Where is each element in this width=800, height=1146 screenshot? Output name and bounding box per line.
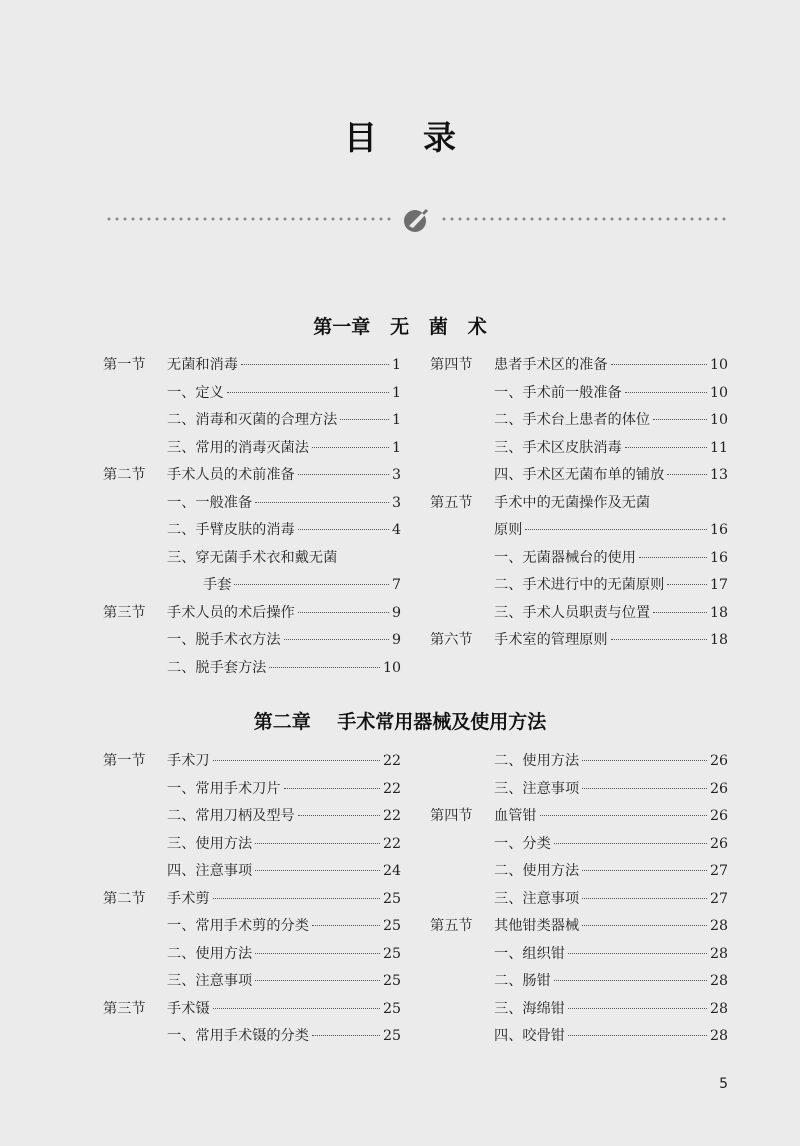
- toc-subsection-entry: [103, 803, 401, 831]
- page-ref: 18: [709, 632, 728, 648]
- toc-subsection-entry: [430, 996, 728, 1024]
- toc-subsection-entry: [103, 545, 401, 573]
- dotted-rule-left: [105, 217, 395, 221]
- entry-title: 手术人员的术后操作: [167, 604, 295, 621]
- entry-title: 原则: [494, 522, 523, 538]
- entry-title: 三、注意事项: [167, 973, 253, 989]
- page-ref: 27: [709, 863, 728, 879]
- entry-title: 一、定义: [167, 384, 224, 401]
- dot-leader: [340, 419, 389, 420]
- page-ref: 28: [709, 918, 728, 934]
- dot-leader: [582, 870, 707, 871]
- page-ref: 1: [391, 384, 401, 401]
- page-ref: 1: [391, 412, 401, 428]
- dot-leader: [625, 447, 707, 448]
- dot-leader: [540, 815, 707, 816]
- toc-section-entry: [103, 600, 401, 628]
- toc-section-entry: [103, 996, 401, 1024]
- entry-title: 一、分类: [494, 835, 551, 852]
- toc-subsection-entry: [430, 1023, 728, 1051]
- dot-leader: [582, 788, 707, 789]
- page-ref: 22: [382, 753, 401, 769]
- dot-leader: [298, 815, 380, 816]
- toc-subsection-entry: [430, 748, 728, 776]
- dot-leader: [227, 392, 389, 393]
- page-ref: 26: [709, 780, 728, 797]
- entry-title: 三、海绵钳: [494, 1000, 565, 1017]
- entry-title: 三、手术人员职责与位置: [494, 604, 651, 621]
- toc-subsection-entry: [103, 407, 401, 435]
- toc-subsection-entry: [430, 517, 728, 545]
- toc-subsection-entry: [430, 545, 728, 573]
- toc-subsection-entry: [103, 627, 401, 655]
- dot-leader: [568, 1035, 707, 1036]
- entry-title: 患者手术区的准备: [494, 357, 608, 373]
- chapter-title: 第一章 无 菌 术: [313, 316, 487, 338]
- entry-title: 一、常用手术剪的分类: [167, 918, 309, 934]
- section-number: 第一节: [103, 753, 146, 769]
- entry-title: 二、使用方法: [494, 753, 580, 769]
- entry-title: 无菌和消毒: [167, 357, 238, 373]
- entry-title: 二、手臂皮肤的消毒: [167, 522, 295, 538]
- toc-subsection-entry: [103, 1023, 401, 1051]
- dot-leader: [625, 392, 707, 393]
- dot-leader: [568, 953, 707, 954]
- page-ref: 10: [709, 357, 728, 373]
- toc-section-entry: [430, 627, 728, 655]
- page-ref: 28: [709, 945, 728, 962]
- dot-leader: [525, 529, 707, 530]
- section-number: 第三节: [103, 604, 146, 621]
- entry-title: 二、使用方法: [167, 945, 253, 962]
- entry-title: 三、注意事项: [494, 890, 580, 907]
- dot-leader: [213, 760, 380, 761]
- dot-leader: [284, 788, 380, 789]
- entry-title: 血管钳: [494, 808, 537, 824]
- toc-column-right: [430, 352, 728, 655]
- page-ref: 18: [709, 604, 728, 621]
- toc-section-entry: [430, 352, 728, 380]
- toc-subsection-entry: [430, 462, 728, 490]
- toc-section-entry: [103, 748, 401, 776]
- toc-section-entry: [430, 913, 728, 941]
- toc-subsection-entry: [103, 941, 401, 969]
- page-ref: 24: [382, 863, 401, 879]
- section-number: 第三节: [103, 1000, 146, 1017]
- dot-leader: [269, 667, 380, 668]
- toc-subsection-entry: [430, 407, 728, 435]
- page-ref: 17: [709, 577, 728, 593]
- entry-title: 一、常用手术镊的分类: [167, 1028, 309, 1044]
- section-number: 第五节: [430, 494, 473, 511]
- page-ref: 16: [709, 522, 728, 538]
- toc-section-entry: [103, 462, 401, 490]
- entry-title: 一、脱手术衣方法: [167, 632, 281, 648]
- dot-leader: [213, 898, 380, 899]
- toc-subsection-entry: [430, 380, 728, 408]
- page-ref: 22: [382, 780, 401, 797]
- toc-subsection-entry: [103, 380, 401, 408]
- page-title: 目 录: [344, 118, 456, 157]
- entry-title: 四、咬骨钳: [494, 1028, 565, 1044]
- page-ref: 28: [709, 1028, 728, 1044]
- toc-section-entry: [430, 803, 728, 831]
- page-ref: 3: [391, 467, 401, 483]
- dot-leader: [298, 474, 389, 475]
- entry-title: 一、无菌器械台的使用: [494, 549, 636, 566]
- entry-title: 手术刀: [167, 753, 210, 769]
- dot-leader: [653, 612, 707, 613]
- entry-title: 手术室的管理原则: [494, 632, 608, 648]
- entry-title: 二、手术台上患者的体位: [494, 412, 651, 428]
- page-ref: 3: [391, 494, 401, 511]
- dot-leader: [255, 502, 389, 503]
- dot-leader: [298, 612, 389, 613]
- entry-title: 一、一般准备: [167, 494, 253, 511]
- dot-leader: [582, 925, 707, 926]
- dot-leader: [312, 925, 380, 926]
- dot-leader: [312, 447, 389, 448]
- toc-subsection-entry: [103, 831, 401, 859]
- page-ref: 28: [709, 973, 728, 989]
- section-number: 第一节: [103, 357, 146, 373]
- page-ref: 26: [709, 753, 728, 769]
- entry-title: 三、注意事项: [494, 780, 580, 797]
- page-ref: 25: [382, 890, 401, 907]
- toc-section-entry: [430, 490, 728, 518]
- section-number: 第二节: [103, 467, 146, 483]
- page-ref: 10: [382, 659, 401, 676]
- ornamental-divider: [105, 205, 730, 233]
- toc-section-entry: [103, 352, 401, 380]
- section-number: 第五节: [430, 918, 473, 934]
- toc-section-entry: [103, 886, 401, 914]
- page-ref: 22: [382, 835, 401, 852]
- entry-title: 二、脱手套方法: [167, 659, 267, 676]
- page-ref: 1: [391, 357, 401, 373]
- entry-title: 三、使用方法: [167, 835, 253, 852]
- dot-leader: [653, 419, 707, 420]
- dot-leader: [568, 1008, 707, 1009]
- entry-title: 四、注意事项: [167, 863, 253, 879]
- toc-subsection-entry: [430, 435, 728, 463]
- entry-title: 二、常用刀柄及型号: [167, 808, 295, 824]
- dot-leader: [639, 557, 707, 558]
- page-ref: 9: [391, 632, 401, 648]
- toc-subsection-entry: [103, 858, 401, 886]
- entry-title: 三、手术区皮肤消毒: [494, 439, 622, 456]
- toc-subsection-entry: [103, 517, 401, 545]
- dot-leader: [667, 474, 707, 475]
- dot-leader: [241, 364, 389, 365]
- entry-title: 三、常用的消毒灭菌法: [167, 439, 309, 456]
- page-ref: 25: [382, 918, 401, 934]
- page-ref: 28: [709, 1000, 728, 1017]
- toc-subsection-entry: [103, 490, 401, 518]
- page-ref: 13: [709, 467, 728, 483]
- entry-title: 二、消毒和灭菌的合理方法: [167, 412, 338, 428]
- toc-subsection-entry: [430, 858, 728, 886]
- dot-leader: [611, 639, 707, 640]
- entry-title: 手术人员的术前准备: [167, 467, 295, 483]
- dot-leader: [255, 843, 380, 844]
- toc-subsection-entry: [103, 572, 401, 600]
- dot-leader: [213, 1008, 380, 1009]
- entry-title: 二、肠钳: [494, 973, 551, 989]
- entry-title: 手术中的无菌操作及无菌: [494, 494, 651, 511]
- entry-title: 一、手术前一般准备: [494, 384, 622, 401]
- page-ref: 27: [709, 890, 728, 907]
- toc-column-left: [103, 352, 401, 682]
- toc-subsection-entry: [430, 600, 728, 628]
- dot-leader: [255, 980, 380, 981]
- entry-title: 二、手术进行中的无菌原则: [494, 577, 665, 593]
- dot-leader: [554, 980, 707, 981]
- section-number: 第四节: [430, 808, 473, 824]
- toc-column-left: [103, 748, 401, 1051]
- dot-leader: [667, 584, 707, 585]
- toc-subsection-entry: [430, 941, 728, 969]
- entry-title: 手术剪: [167, 890, 210, 907]
- page-ref: 10: [709, 384, 728, 401]
- toc-subsection-entry: [430, 572, 728, 600]
- dotted-rule-right: [440, 217, 730, 221]
- chapter-title: 第二章 手术常用器械及使用方法: [253, 711, 547, 733]
- dot-leader: [582, 760, 707, 761]
- entry-title: 三、穿无菌手术衣和戴无菌: [167, 549, 338, 566]
- scalpel-emblem-icon: [403, 207, 429, 233]
- page-ref: 25: [382, 1000, 401, 1017]
- page-ref: 7: [391, 577, 401, 593]
- page-ref: 16: [709, 549, 728, 566]
- page-ref: 26: [709, 835, 728, 852]
- page-ref: 10: [709, 412, 728, 428]
- page-ref: 4: [391, 522, 401, 538]
- section-number: 第六节: [430, 632, 473, 648]
- page-ref: 25: [382, 1028, 401, 1044]
- dot-leader: [234, 584, 389, 585]
- dot-leader: [312, 1035, 380, 1036]
- page-ref: 22: [382, 808, 401, 824]
- section-number: 第四节: [430, 357, 473, 373]
- page-number: 5: [719, 1076, 728, 1092]
- page-ref: 25: [382, 973, 401, 989]
- dot-leader: [611, 364, 707, 365]
- toc-subsection-entry: [430, 776, 728, 804]
- page-ref: 11: [709, 439, 728, 456]
- toc-subsection-entry: [430, 886, 728, 914]
- toc-subsection-entry: [430, 968, 728, 996]
- dot-leader: [582, 898, 707, 899]
- dot-leader: [284, 639, 389, 640]
- toc-subsection-entry: [103, 655, 401, 683]
- toc-subsection-entry: [103, 776, 401, 804]
- toc-subsection-entry: [430, 831, 728, 859]
- dot-leader: [255, 953, 380, 954]
- entry-title: 手套: [203, 577, 232, 593]
- dot-leader: [255, 870, 380, 871]
- entry-title: 四、手术区无菌布单的铺放: [494, 467, 665, 483]
- page-ref: 1: [391, 439, 401, 456]
- entry-title: 二、使用方法: [494, 863, 580, 879]
- toc-column-right: [430, 748, 728, 1051]
- entry-title: 手术镊: [167, 1000, 210, 1017]
- entry-title: 一、常用手术刀片: [167, 780, 281, 797]
- dot-leader: [554, 843, 707, 844]
- entry-title: 一、组织钳: [494, 945, 565, 962]
- page-ref: 9: [391, 604, 401, 621]
- page-ref: 26: [709, 808, 728, 824]
- toc-subsection-entry: [103, 968, 401, 996]
- section-number: 第二节: [103, 890, 146, 907]
- toc-subsection-entry: [103, 913, 401, 941]
- page-ref: 25: [382, 945, 401, 962]
- toc-subsection-entry: [103, 435, 401, 463]
- dot-leader: [298, 529, 389, 530]
- entry-title: 其他钳类器械: [494, 918, 580, 934]
